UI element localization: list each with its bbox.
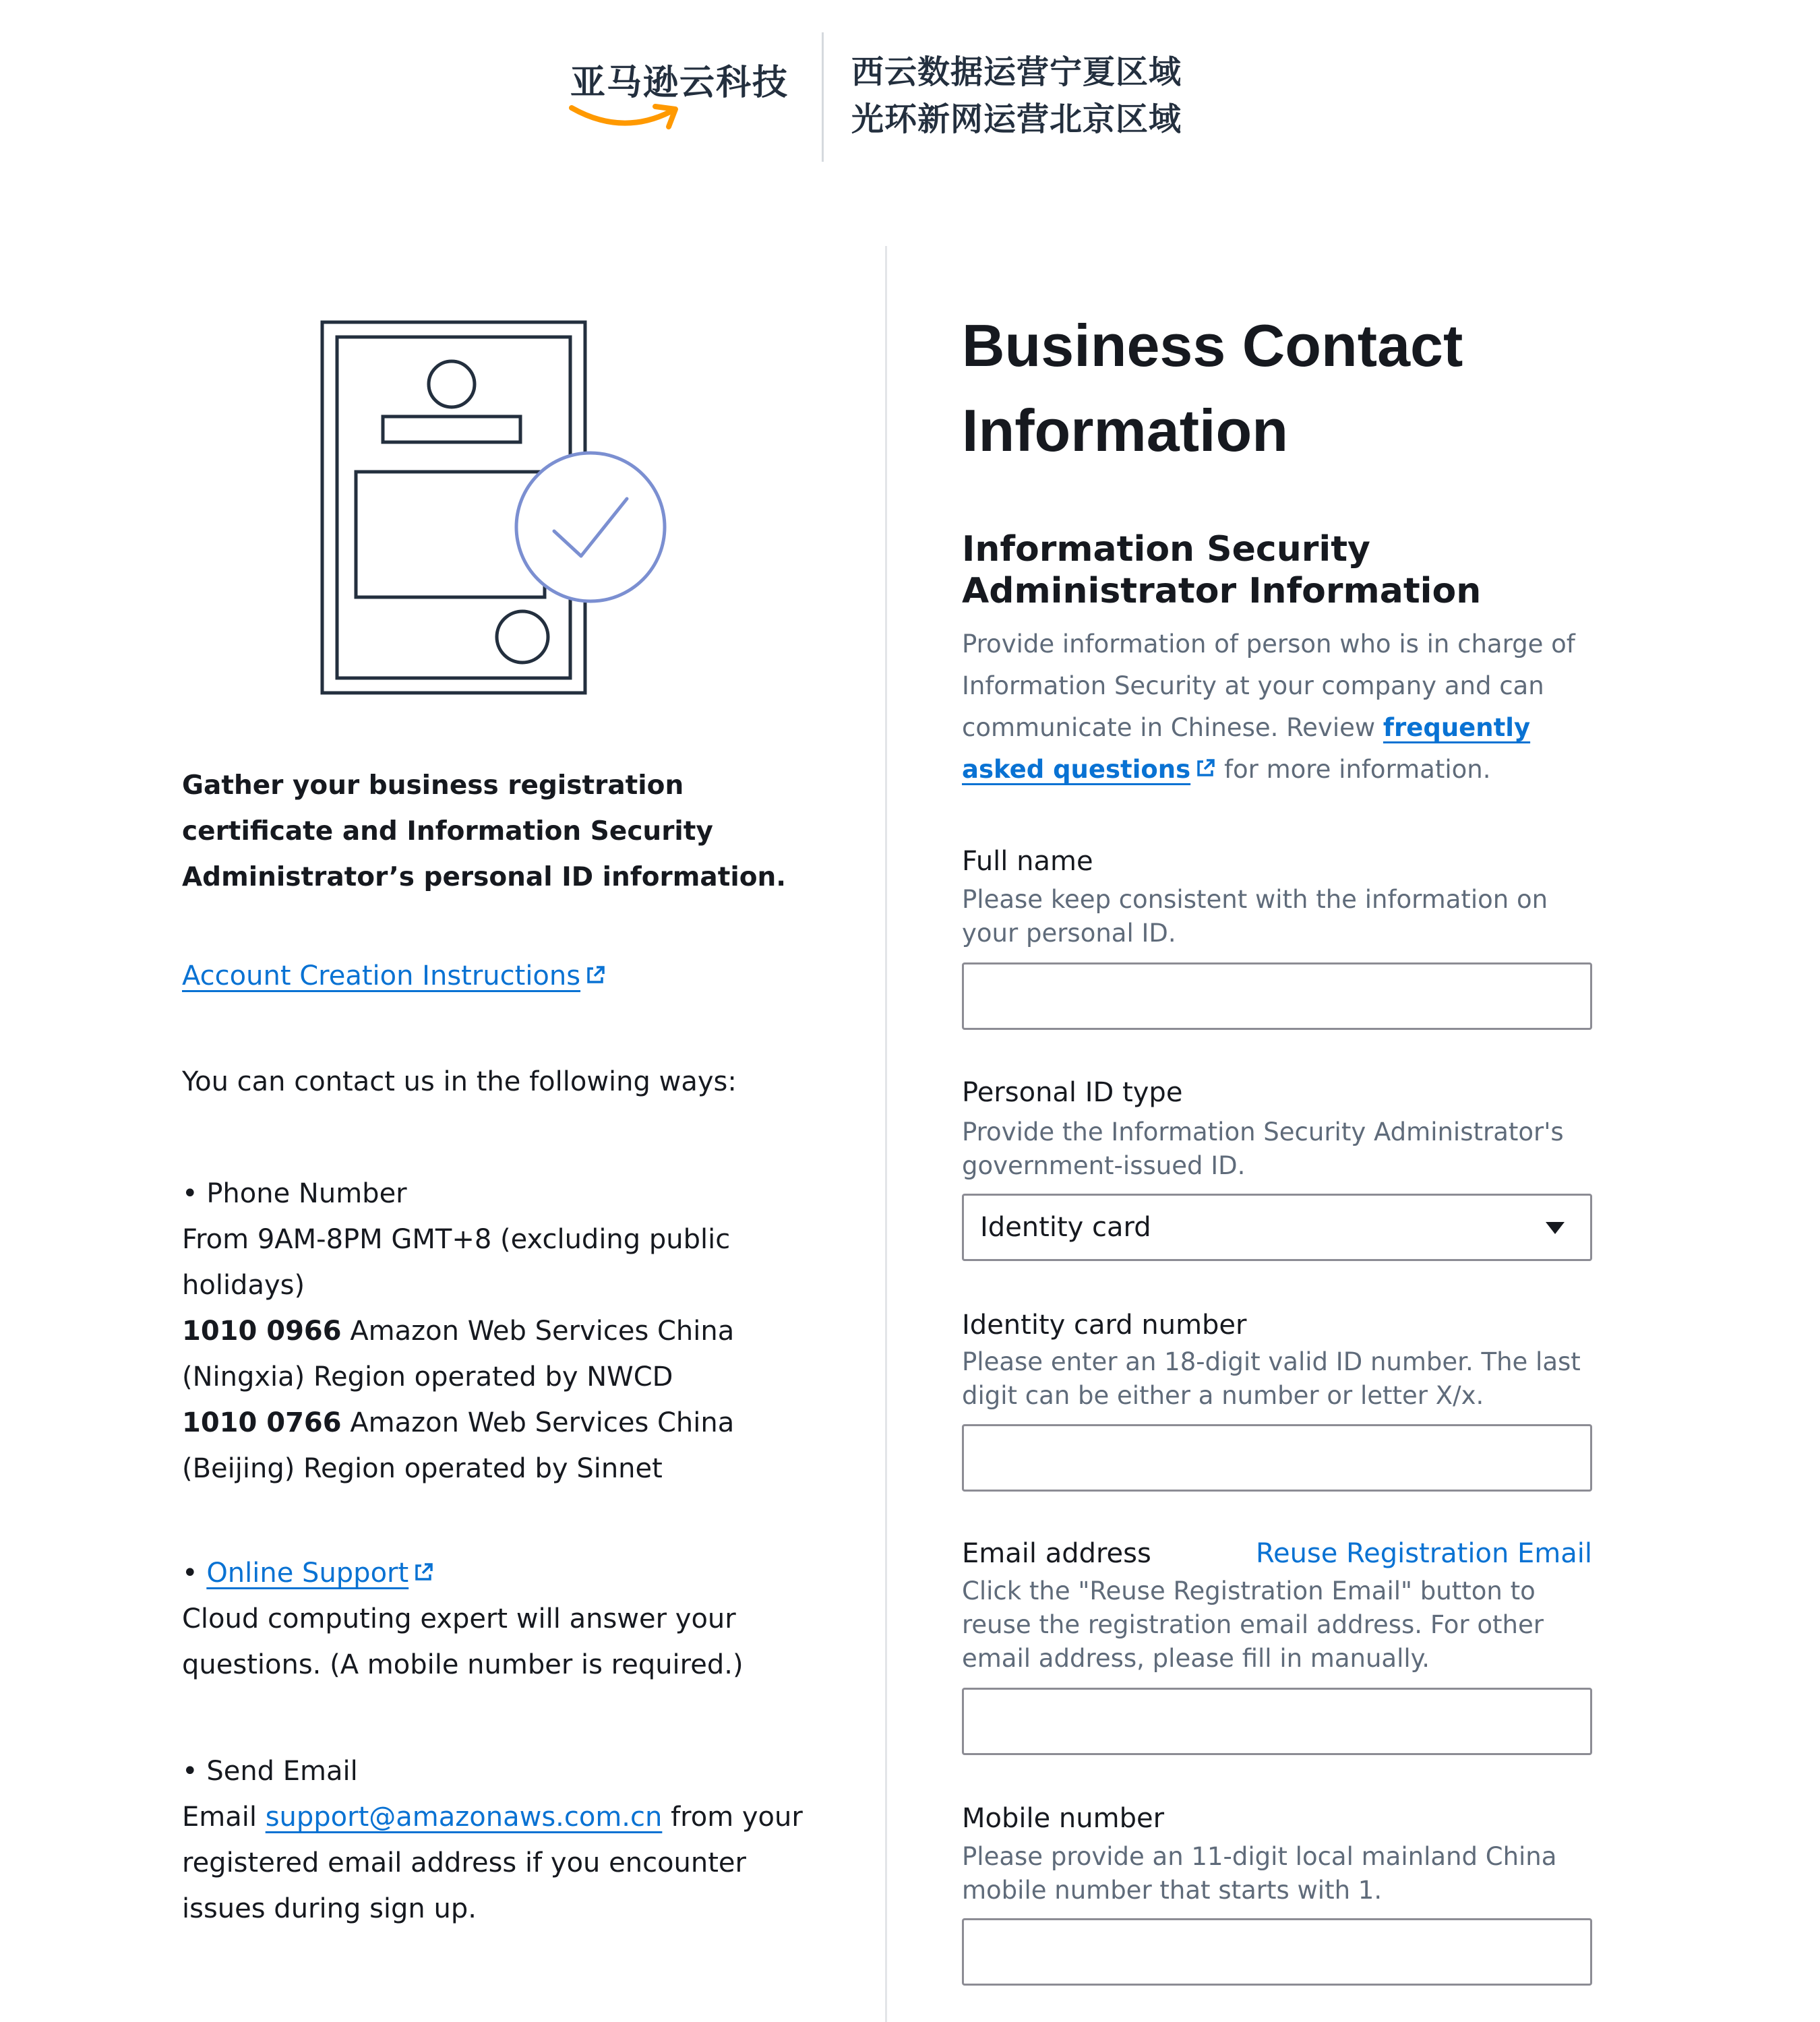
external-link-icon [414,1562,434,1582]
section-desc-suffix: for more information. [1223,755,1491,784]
faq-link[interactable]: frequently asked questions [962,713,1531,784]
full-name-hint: Please keep consistent with the information on your personal ID. [962,885,1548,948]
region-beijing: 光环新网运营北京区域 [851,100,1182,138]
id-number-input[interactable] [962,1424,1592,1492]
section-desc-prefix: Provide information of person who is in charge of Information Security at your company and can communicate in Chinese. Review [962,630,1575,742]
full-name-input[interactable] [962,962,1592,1030]
phone-line-beijing [182,1400,829,1492]
account-creation-instructions-label[interactable]: Account Creation Instructions [182,960,581,991]
email-heading: Send Email [206,1756,358,1787]
bullet: • [182,1756,207,1787]
phone-number: 1010 0766 [182,1407,342,1438]
bullet: • [182,1178,207,1209]
intro-text: Gather your business registration certificate and Information Security Administrator’s personal ID information. [182,770,787,892]
id-number-label: Identity card number [962,1310,1247,1341]
id-number-hint: Please enter an 18-digit valid ID number. The last digit can be either a number or letter X/x. [962,1347,1581,1410]
account-creation-instructions-link[interactable] [182,960,606,991]
mobile-label: Mobile number [962,1803,1165,1834]
phone-desc: Amazon Web Services China (Ningxia) Region operated by NWCD [182,1316,735,1392]
email-input[interactable] [962,1688,1592,1755]
id-type-select[interactable] [962,1194,1592,1261]
external-link-icon [1196,758,1216,778]
id-type-label: Personal ID type [962,1077,1183,1108]
caret-down-icon [1544,1220,1566,1236]
email-contact [182,1748,829,1932]
page-title: Business Contact Information [962,312,1463,464]
header [0,0,1820,168]
phone-contact [182,1171,829,1492]
email-suffix: from your registered email address if you encounter issues during sign up. [182,1802,803,1924]
id-type-selected-value: Identity card [980,1212,1151,1243]
phone-desc: Amazon Web Services China (Beijing) Region operated by Sinnet [182,1407,735,1484]
header-divider [822,32,824,162]
brand-logo-text: 亚马逊云科技 [570,63,789,103]
support-email-link[interactable]: support@amazonaws.com.cn [265,1802,663,1833]
phone-hours: From 9AM-8PM GMT+8 (excluding public holidays) [182,1224,731,1301]
smile-arrow-icon [568,101,682,135]
phone-heading: Phone Number [206,1178,407,1209]
column-divider [885,246,887,2022]
email-prefix: Email [182,1802,257,1833]
email-desc [182,1794,829,1932]
bullet: • [182,1558,207,1589]
email-label: Email address [962,1538,1151,1569]
section-description [962,623,1596,791]
mobile-input[interactable] [962,1918,1592,1986]
email-hint: Click the "Reuse Registration Email" button to reuse the registration email address. For other email address, please fill in manually. [962,1576,1544,1673]
region-ningxia: 西云数据运营宁夏区域 [851,53,1182,91]
id-card-check-illustration [317,317,694,701]
id-type-hint: Provide the Information Security Administrator's government-issued ID. [962,1117,1564,1180]
phone-number: 1010 0966 [182,1316,342,1347]
phone-line-ningxia [182,1308,829,1400]
online-support-desc: Cloud computing expert will answer your questions. (A mobile number is required.) [182,1603,744,1680]
section-title: Information Security Administrator Information [962,529,1482,611]
external-link-icon [586,964,606,985]
mobile-hint: Please provide an 11-digit local mainland China mobile number that starts with 1. [962,1842,1557,1905]
online-support-link[interactable]: Online Support [206,1558,409,1589]
full-name-label: Full name [962,846,1093,877]
contact-intro: You can contact us in the following ways: [182,1066,737,1097]
online-support-contact [182,1550,829,1688]
reuse-registration-email-button[interactable]: Reuse Registration Email [1255,1538,1592,1569]
